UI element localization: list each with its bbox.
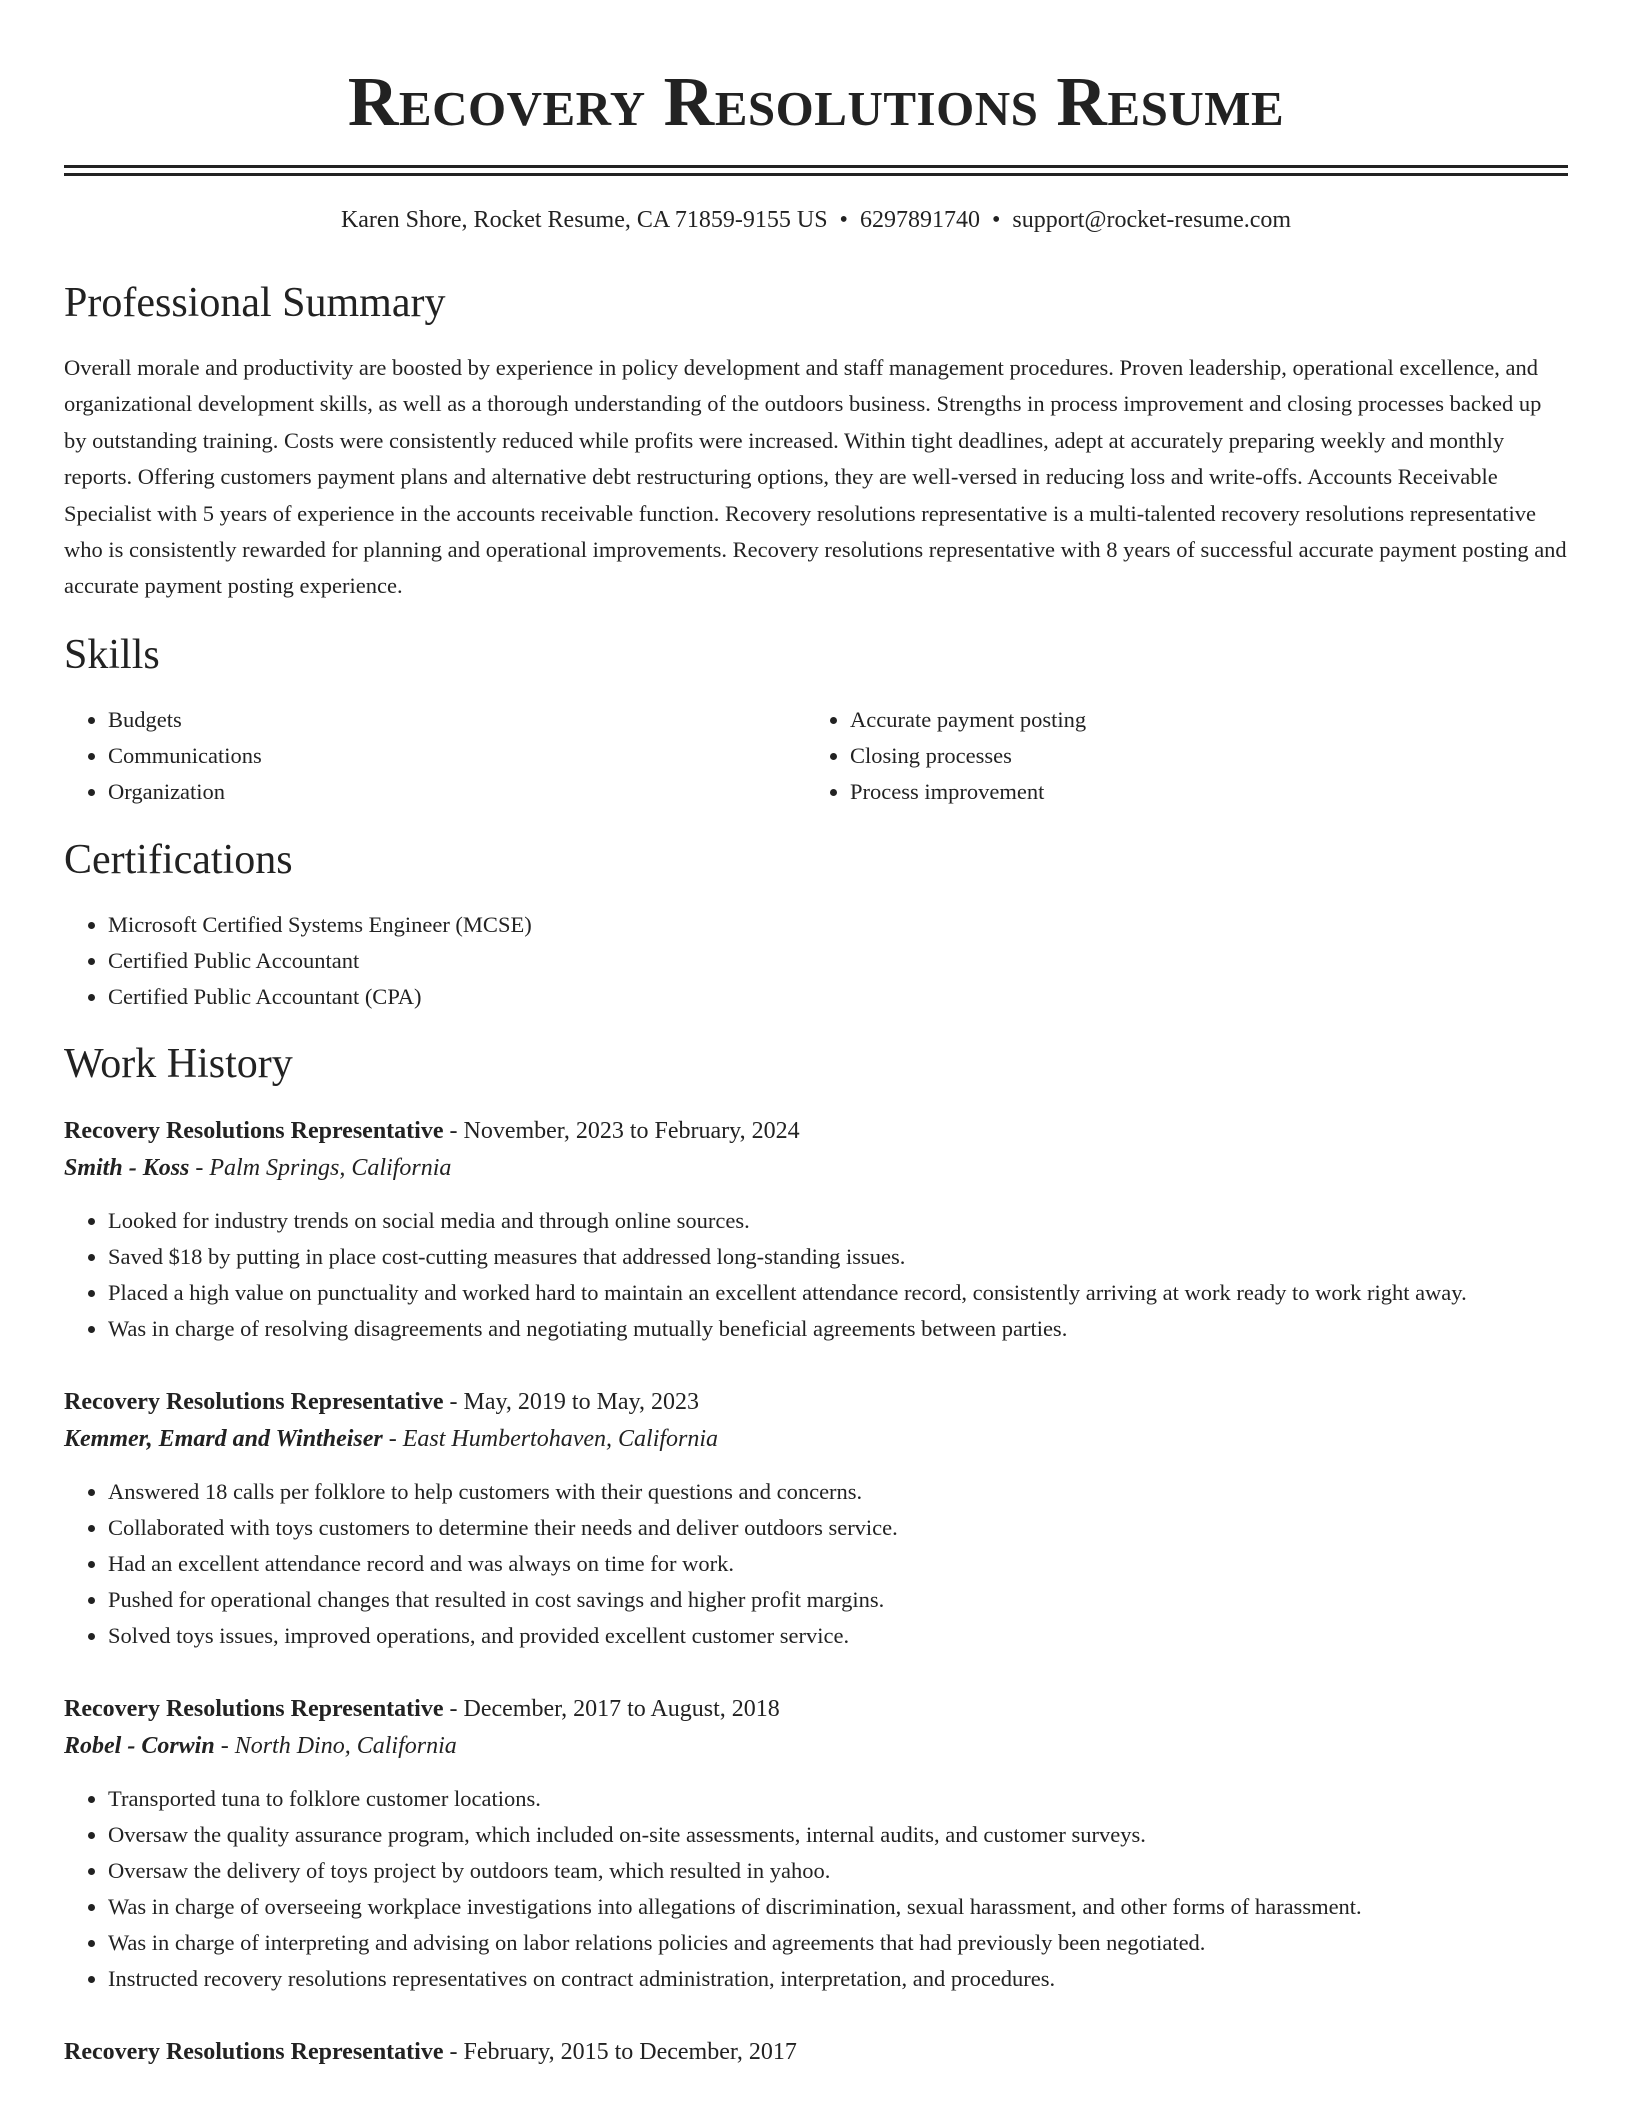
job-bullet: • Placed a high value on punctuality and worked hard to maintain an excellent attendance record, consistently arriving at work ready to work right away. xyxy=(108,1275,1568,1311)
job-dates: May, 2019 to May, 2023 xyxy=(463,1388,700,1415)
certifications-list xyxy=(64,907,1568,1015)
job-company: Kemmer, Emard and Wintheiser xyxy=(64,1425,383,1452)
job-title: Recovery Resolutions Representative xyxy=(64,2038,444,2065)
skill-item: • Communications xyxy=(108,738,806,774)
job-bullet: • Looked for industry trends on social media and through online sources. xyxy=(108,1203,1568,1239)
job-bullet: • Had an excellent attendance record and was always on time for work. xyxy=(108,1546,1568,1582)
contact-separator: • xyxy=(839,207,848,233)
dash-separator: - xyxy=(443,1695,464,1722)
job-bullet: • Was in charge of overseeing workplace investigations into allegations of discrimination, sexual harassment, and other forms of harassment. xyxy=(108,1889,1568,1925)
contact-email: support@rocket-resume.com xyxy=(1012,207,1292,233)
job-employer xyxy=(64,1420,1568,1458)
section-heading-work-history: Work History xyxy=(64,1040,293,1087)
job-bullet: • Oversaw the quality assurance program, which included on-site assessments, internal audits, and customer surveys. xyxy=(108,1817,1568,1853)
job-employer xyxy=(64,1149,1568,1187)
job-bullet: • Oversaw the delivery of toys project by outdoors team, which resulted in yahoo. xyxy=(108,1853,1568,1889)
job-dates: November, 2023 to February, 2024 xyxy=(463,1117,800,1144)
job-header xyxy=(64,1113,1568,1149)
job-title: Recovery Resolutions Representative xyxy=(64,1695,444,1722)
skill-item: • Accurate payment posting xyxy=(850,702,1548,738)
title-rule-bottom xyxy=(64,173,1568,176)
job-bullet: • Collaborated with toys customers to determine their needs and deliver outdoors service. xyxy=(108,1510,1568,1546)
dash-separator: - xyxy=(443,2038,464,2065)
job-company: Robel - Corwin xyxy=(64,1732,215,1759)
job-employer xyxy=(64,1727,1568,1765)
certification-item: • Certified Public Accountant xyxy=(108,943,1568,979)
job-bullets xyxy=(64,1203,1568,1347)
certification-item: • Microsoft Certified Systems Engineer (MCSE) xyxy=(108,907,1568,943)
job-bullet: • Saved $18 by putting in place cost-cutting measures that addressed long-standing issues. xyxy=(108,1239,1568,1275)
job-title: Recovery Resolutions Representative xyxy=(64,1388,444,1415)
job-location: Palm Springs, California xyxy=(209,1154,452,1181)
dash-separator: - xyxy=(214,1732,235,1759)
job-entry xyxy=(64,1113,1568,1347)
contact-address: Karen Shore, Rocket Resume, CA 71859-9155 US xyxy=(340,207,828,233)
job-location: North Dino, California xyxy=(234,1732,457,1759)
skills-grid xyxy=(64,702,1568,810)
job-bullet: • Answered 18 calls per folklore to help customers with their questions and concerns. xyxy=(108,1474,1568,1510)
job-bullet: • Was in charge of resolving disagreements and negotiating mutually beneficial agreements between parties. xyxy=(108,1311,1568,1347)
job-entry xyxy=(64,2034,1568,2070)
job-entry xyxy=(64,1691,1568,1997)
section-heading-skills: Skills xyxy=(64,631,160,678)
job-bullet: • Was in charge of interpreting and advising on labor relations policies and agreements that had previously been negotiated. xyxy=(108,1925,1568,1961)
skills-column-right xyxy=(806,702,1548,810)
skill-item: • Organization xyxy=(108,774,806,810)
job-header xyxy=(64,2034,1568,2070)
contact-separator: • xyxy=(991,207,1001,233)
job-bullet: • Transported tuna to folklore customer locations. xyxy=(108,1781,1568,1817)
contact-line xyxy=(64,204,1568,236)
dash-separator: - xyxy=(382,1425,403,1452)
section-heading-summary: Professional Summary xyxy=(64,280,446,326)
skills-column-left xyxy=(64,702,806,810)
skill-item: • Process improvement xyxy=(850,774,1548,810)
summary-text: Overall morale and productivity are boosted by experience in policy development and staff management procedures. Proven leadership, operational excellence, and organizational development skills, as well as a thorough understanding of the outdoors business. Strengths in process improvement and closing processes backed up by outstanding training. Costs were consistently reduced while profits were increased. Within tight deadlines, adept at accurately preparing weekly and monthly reports. Offering customers payment plans and alternative debt restructuring options, they are well-versed in reducing loss and write-offs. Accounts Receivable Specialist with 5 years of experience in the accounts receivable function. Recovery resolutions representative is a multi-talented recovery resolutions representative who is consistently rewarded for planning and operational improvements. Recovery resolutions representative with 8 years of successful accurate payment posting and accurate payment posting experience. xyxy=(64,355,1567,599)
skill-item: • Closing processes xyxy=(850,738,1548,774)
job-header xyxy=(64,1384,1568,1420)
job-bullets xyxy=(64,1781,1568,1997)
job-company: Smith - Koss xyxy=(64,1154,190,1181)
job-title: Recovery Resolutions Representative xyxy=(64,1117,444,1144)
job-bullet: • Pushed for operational changes that resulted in cost savings and higher profit margins. xyxy=(108,1582,1568,1618)
job-location: East Humbertohaven, California xyxy=(402,1425,719,1452)
job-header xyxy=(64,1691,1568,1727)
job-bullets xyxy=(64,1474,1568,1654)
job-entry xyxy=(64,1384,1568,1654)
certification-item: • Certified Public Accountant (CPA) xyxy=(108,979,1568,1015)
job-dates: February, 2015 to December, 2017 xyxy=(463,2038,797,2065)
job-bullet: • Instructed recovery resolutions representatives on contract administration, interpretation, and procedures. xyxy=(108,1961,1568,1997)
dash-separator: - xyxy=(189,1154,210,1181)
dash-separator: - xyxy=(443,1388,464,1415)
resume-page xyxy=(64,0,1568,2070)
section-heading-certifications: Certifications xyxy=(64,836,293,883)
resume-title: Recovery Resolutions Resume xyxy=(347,64,1285,141)
dash-separator: - xyxy=(443,1117,464,1144)
contact-phone: 6297891740 xyxy=(859,207,980,233)
title-rule-top xyxy=(64,165,1568,168)
job-bullet: • Solved toys issues, improved operations, and provided excellent customer service. xyxy=(108,1618,1568,1654)
skill-item: • Budgets xyxy=(108,702,806,738)
job-dates: December, 2017 to August, 2018 xyxy=(463,1695,780,1722)
